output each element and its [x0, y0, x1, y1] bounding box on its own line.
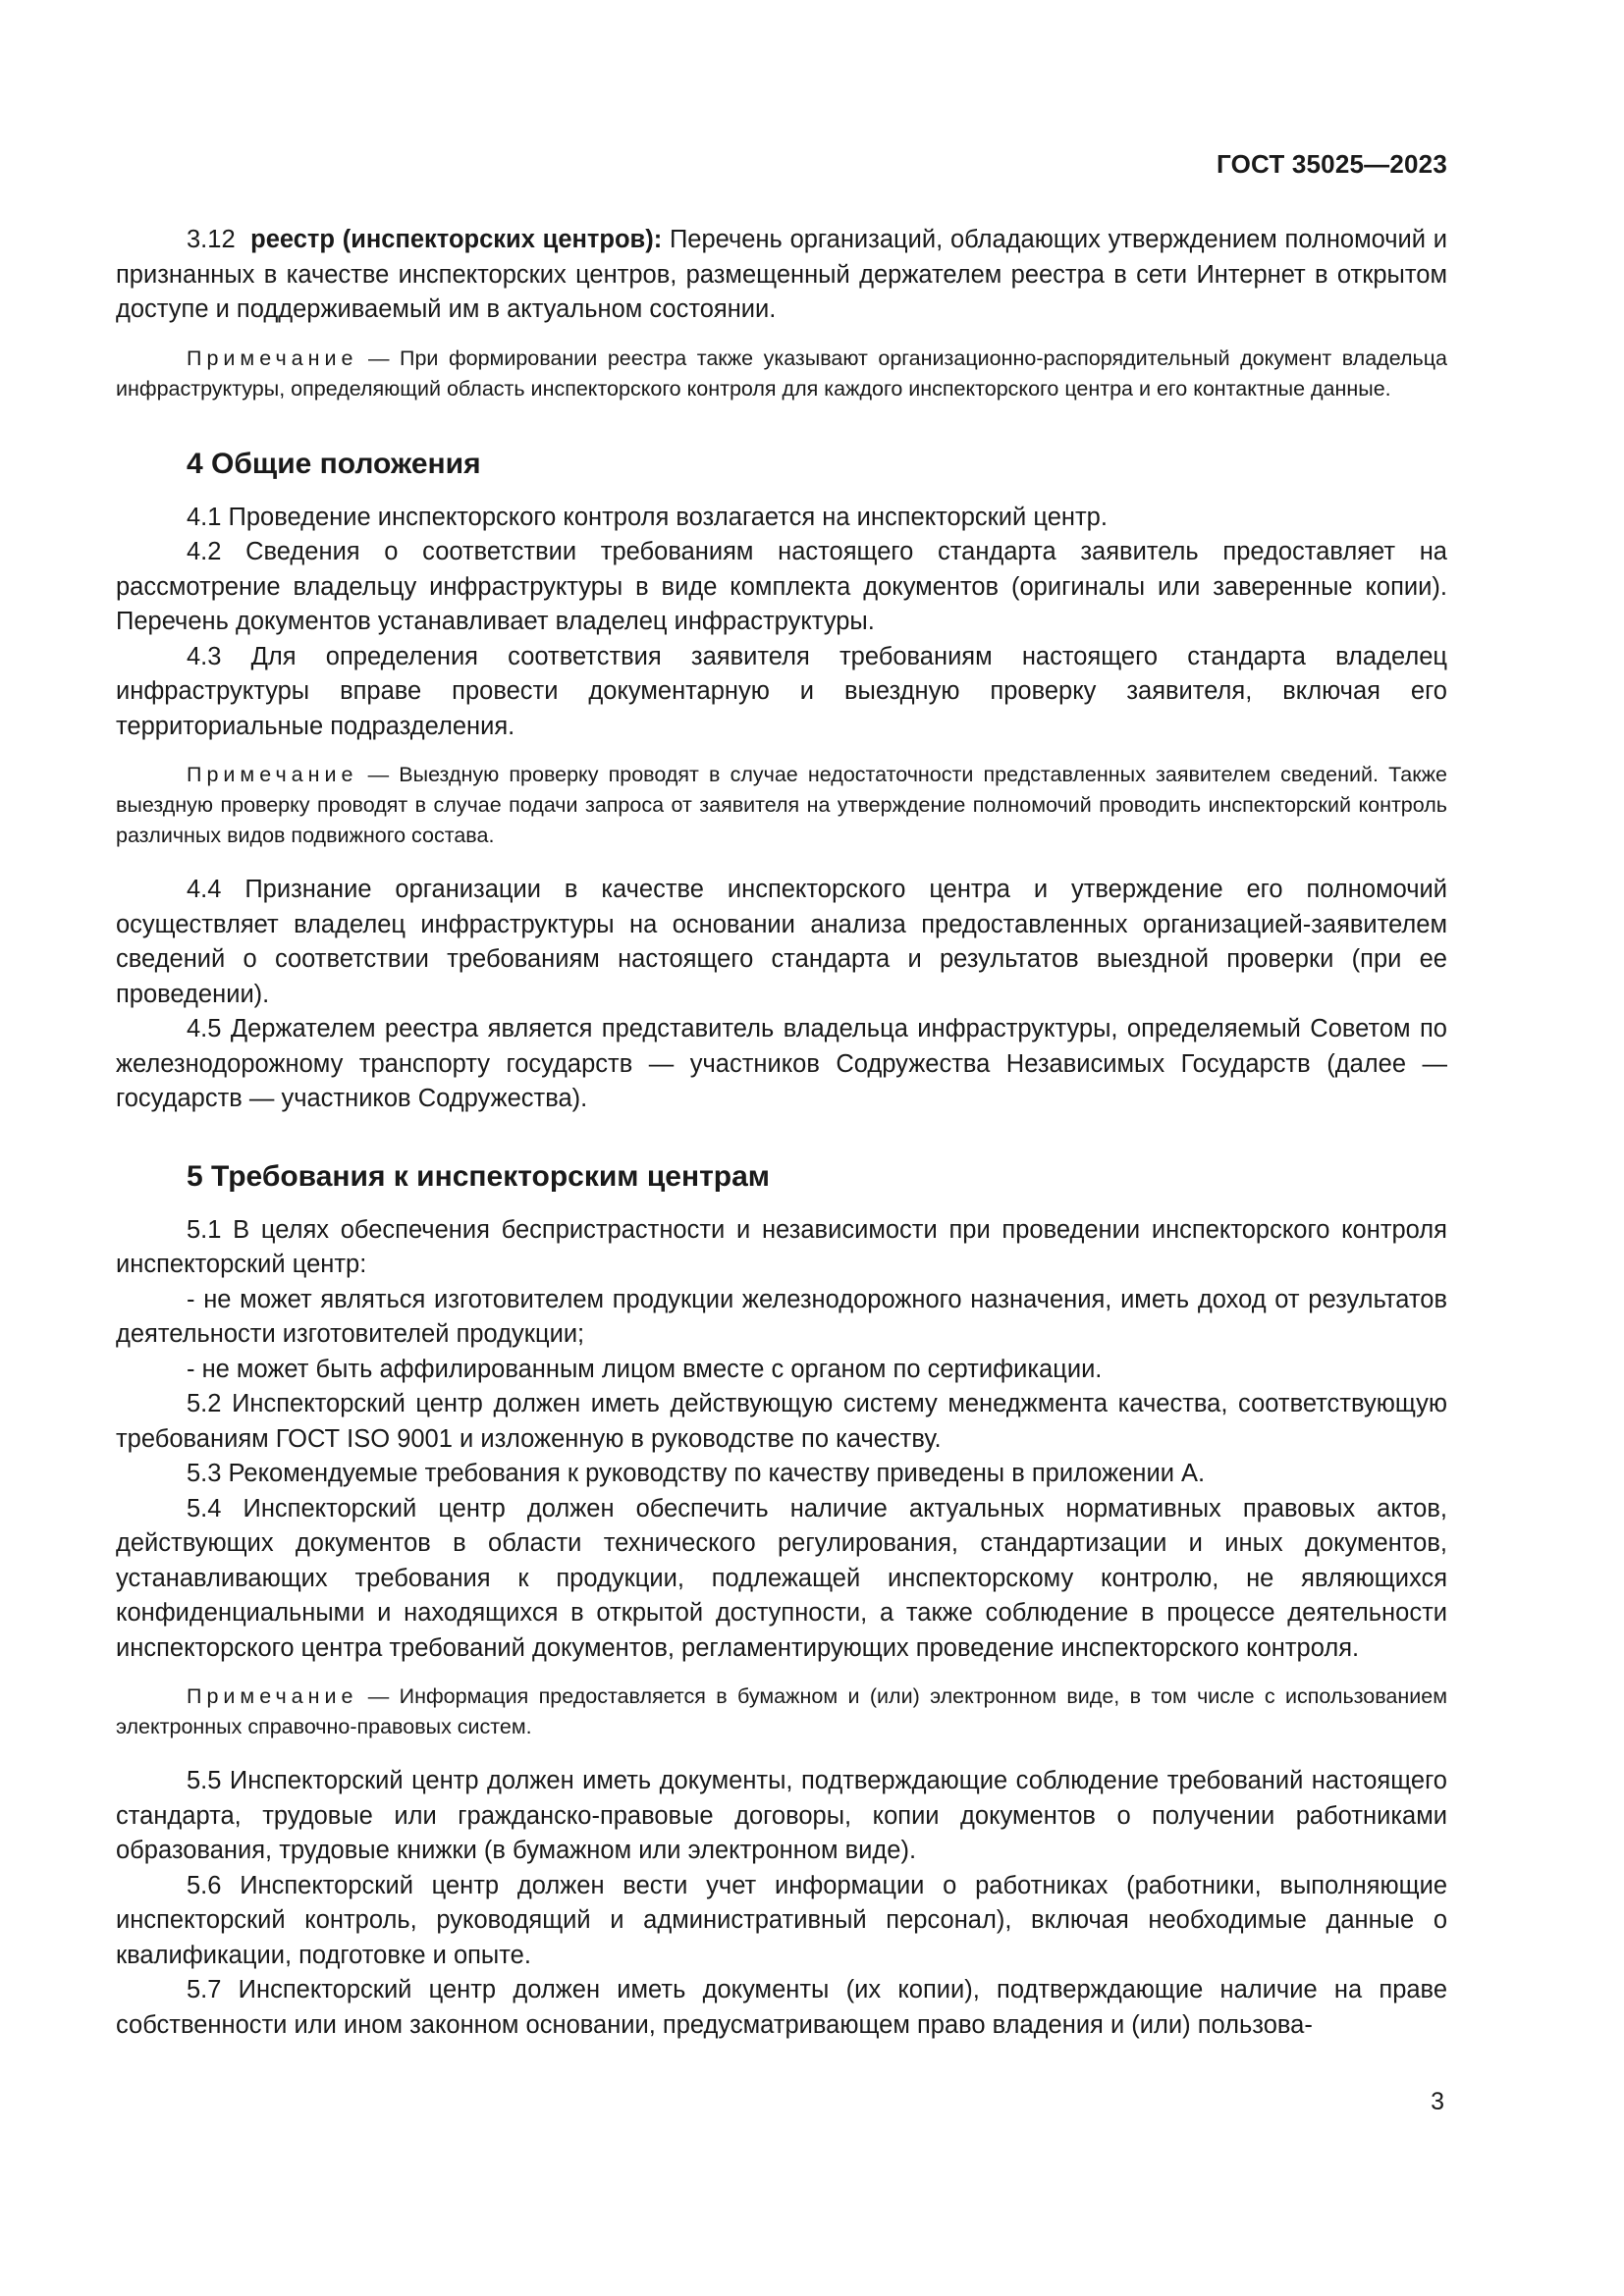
- page-number: 3: [1431, 2088, 1444, 2115]
- note-label: Примечание: [187, 763, 358, 786]
- standard-code-header: ГОСТ 35025—2023: [1217, 149, 1447, 179]
- section-4-heading: 4 Общие положения: [187, 447, 481, 480]
- clause-5-5: 5.5 Инспекторский центр должен иметь документы, подтверждающие соблюдение требований настоящего стандарта, трудовые или гражданско-правовые договоры, копии документов о получении работниками образования, трудовые книжки (в бумажном или электронном виде).: [116, 1767, 1447, 1864]
- clause-5-3: 5.3 Рекомендуемые требования к руководству по качеству приведены в приложении А.: [187, 1460, 1206, 1487]
- clause-5-1-item-b: - не может быть аффилированным лицом вместе с органом по сертификации.: [187, 1355, 1103, 1383]
- clause-4-3: 4.3 Для определения соответствия заявителя требованиям настоящего стандарта владелец инфраструктуры вправе провести документарную и выездную проверку заявителя, включая его территориальные подразделения.: [116, 642, 1447, 740]
- note-label: Примечание: [187, 1684, 358, 1708]
- clause-3-12: [116, 223, 1447, 328]
- section-5-heading: 5 Требования к инспекторским центрам: [187, 1159, 770, 1193]
- clause-4-5: 4.5 Держателем реестра является представитель владельца инфраструктуры, определяемый Советом по железнодорожному транспорту государств — участников Содружества Независимых Государств (далее — государств — участников Содружества).: [116, 1015, 1447, 1112]
- clause-5-4: 5.4 Инспекторский центр должен обеспечить наличие актуальных нормативных правовых актов, действующих документов в области технического регулирования, стандартизации и иных документов, устанавливающих требования к продукции, подлежащей инспекторскому контролю, не являющихся конфиденциальными и находящихся в открытой доступности, а также соблюдение в процессе деятельности инспекторского центра требований документов, регламентирующих проведение инспекторского контроля.: [116, 1494, 1447, 1662]
- clause-5-6: 5.6 Инспекторский центр должен вести учет информации о работниках (работники, выполняющие инспекторский контроль, руководящий и административный персонал), включая необходимые данные о квалификации, подготовке и опыте.: [116, 1871, 1447, 1969]
- term-definition-title: реестр (инспекторских центров):: [250, 226, 663, 253]
- note-label: Примечание: [187, 346, 358, 370]
- clause-4-2: 4.2 Сведения о соответствии требованиям настоящего стандарта заявитель предоставляет на рассмотрение владельцу инфраструктуры в виде комплекта документов (оригиналы или заверенные копии). Перечень документов устанавливает владелец инфраструктуры.: [116, 538, 1447, 635]
- note-text: — Информация предоставляется в бумажном и (или) электронном виде, в том числе с использованием электронных справочно-правовых систем.: [116, 1684, 1447, 1738]
- clause-5-7: 5.7 Инспекторский центр должен иметь документы (их копии), подтверждающие наличие на праве собственности или ином законном основании, предусматривающем право владения и (или) пользова-: [116, 1976, 1447, 2039]
- clause-5-1-item-a: - не может являться изготовителем продукции железнодорожного назначения, иметь доход от результатов деятельности изготовителей продукции;: [116, 1285, 1447, 1348]
- note-registry: [116, 344, 1447, 404]
- term-definition-text: Перечень организаций, обладающих утверждением полномочий и признанных в качестве инспекторских центров, размещенный держателем реестра в сети Интернет в открытом доступе и поддерживаемый им в актуальном состоянии.: [116, 226, 1447, 323]
- note-text: — Выездную проверку проводят в случае недостаточности представленных заявителем сведений. Также выездную проверку проводят в случае подачи запроса от заявителя на утверждение полномочий проводить инспекторский контроль различных видов подвижного состава.: [116, 763, 1447, 847]
- clause-number: 3.12: [187, 226, 236, 253]
- page-content: [116, 223, 1447, 2043]
- note-onsite-inspection: [116, 760, 1447, 851]
- clause-4-1: 4.1 Проведение инспекторского контроля возлагается на инспекторский центр.: [187, 503, 1108, 531]
- clause-4-4: 4.4 Признание организации в качестве инспекторского центра и утверждение его полномочий осуществляет владелец инфраструктуры на основании анализа предоставленных организацией-заявителем сведений о соответствии требованиям настоящего стандарта и результатов выездной проверки (при ее проведении).: [116, 876, 1447, 1008]
- note-text: — При формировании реестра также указывают организационно-распорядительный документ владельца инфраструктуры, определяющий область инспекторского контроля для каждого инспекторского центра и его контактные данные.: [116, 346, 1447, 400]
- note-information-format: [116, 1682, 1447, 1742]
- clause-5-2: 5.2 Инспекторский центр должен иметь действующую систему менеджмента качества, соответствующую требованиям ГОСТ ISO 9001 и изложенную в руководстве по качеству.: [116, 1390, 1447, 1453]
- clause-5-1: 5.1 В целях обеспечения беспристрастности и независимости при проведении инспекторского контроля инспекторский центр:: [116, 1215, 1447, 1278]
